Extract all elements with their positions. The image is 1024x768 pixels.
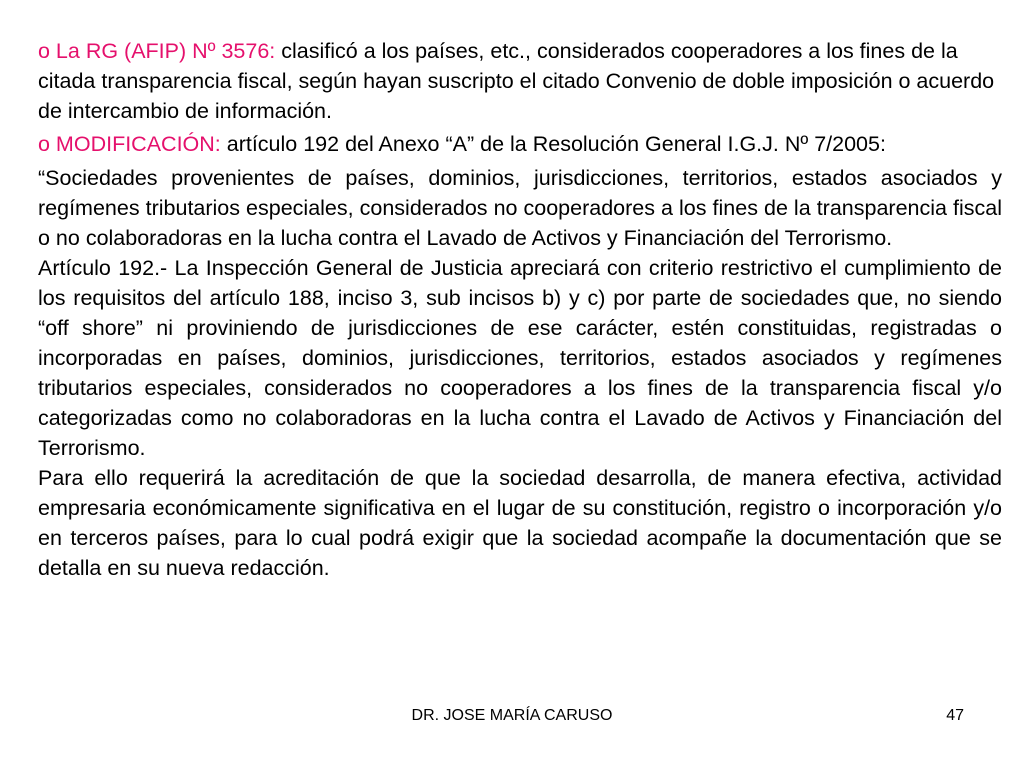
slide-body [38, 36, 1002, 583]
bullet-afip-rg-3576 [38, 36, 1002, 126]
bullet-afip-text: clasificó a los países, etc., considerados cooperadores a los fines de la citada transparencia fiscal, según hayan suscripto el citado Convenio de doble imposición o acuerdo de intercambio de información. [38, 39, 995, 123]
footer-author: DR. JOSE MARÍA CARUSO [411, 707, 613, 724]
bullet-afip-lead: o La RG (AFIP) Nº 3576: [38, 39, 276, 63]
bullet-modificacion-text: artículo 192 del Anexo “A” de la Resolución General I.G.J. Nº 7/2005: [220, 132, 886, 156]
paragraph-sociedades-title: “Sociedades provenientes de países, dominios, jurisdicciones, territorios, estados asociados y regímenes tributarios especiales, considerados no cooperadores a los fines de la transparencia fiscal o no colaboradoras en la lucha contra el Lavado de Activos y Financiación del Terrorismo. [38, 166, 1002, 250]
paragraph-acreditacion: Para ello requerirá la acreditación de que la sociedad desarrolla, de manera efectiva, actividad empresaria económicamente significativa en el lugar de su constitución, registro o incorporación y/o en terceros países, para lo cual podrá exigir que la sociedad acompañe la documentación que se detalla en su nueva redacción. [38, 466, 1002, 580]
page-number: 47 [946, 707, 964, 724]
paragraph-articulo-192: Artículo 192.- La Inspección General de Justicia apreciará con criterio restrictivo el cumplimiento de los requisitos del artículo 188, inciso 3, sub incisos b) y c) por parte de sociedades que, no siendo “off shore” ni proviniendo de jurisdicciones de ese carácter, estén constituidas, registradas o incorporadas en países, dominios, jurisdicciones, territorios, estados asociados y regímenes tributarios especiales, considerados no cooperadores a los fines de la transparencia fiscal y/o categorizadas como no colaboradoras en la lucha contra el Lavado de Activos y Financiación del Terrorismo. [38, 256, 1002, 460]
bullet-modificacion [38, 128, 1002, 161]
bullet-modificacion-lead: o MODIFICACIÓN: [38, 132, 221, 156]
